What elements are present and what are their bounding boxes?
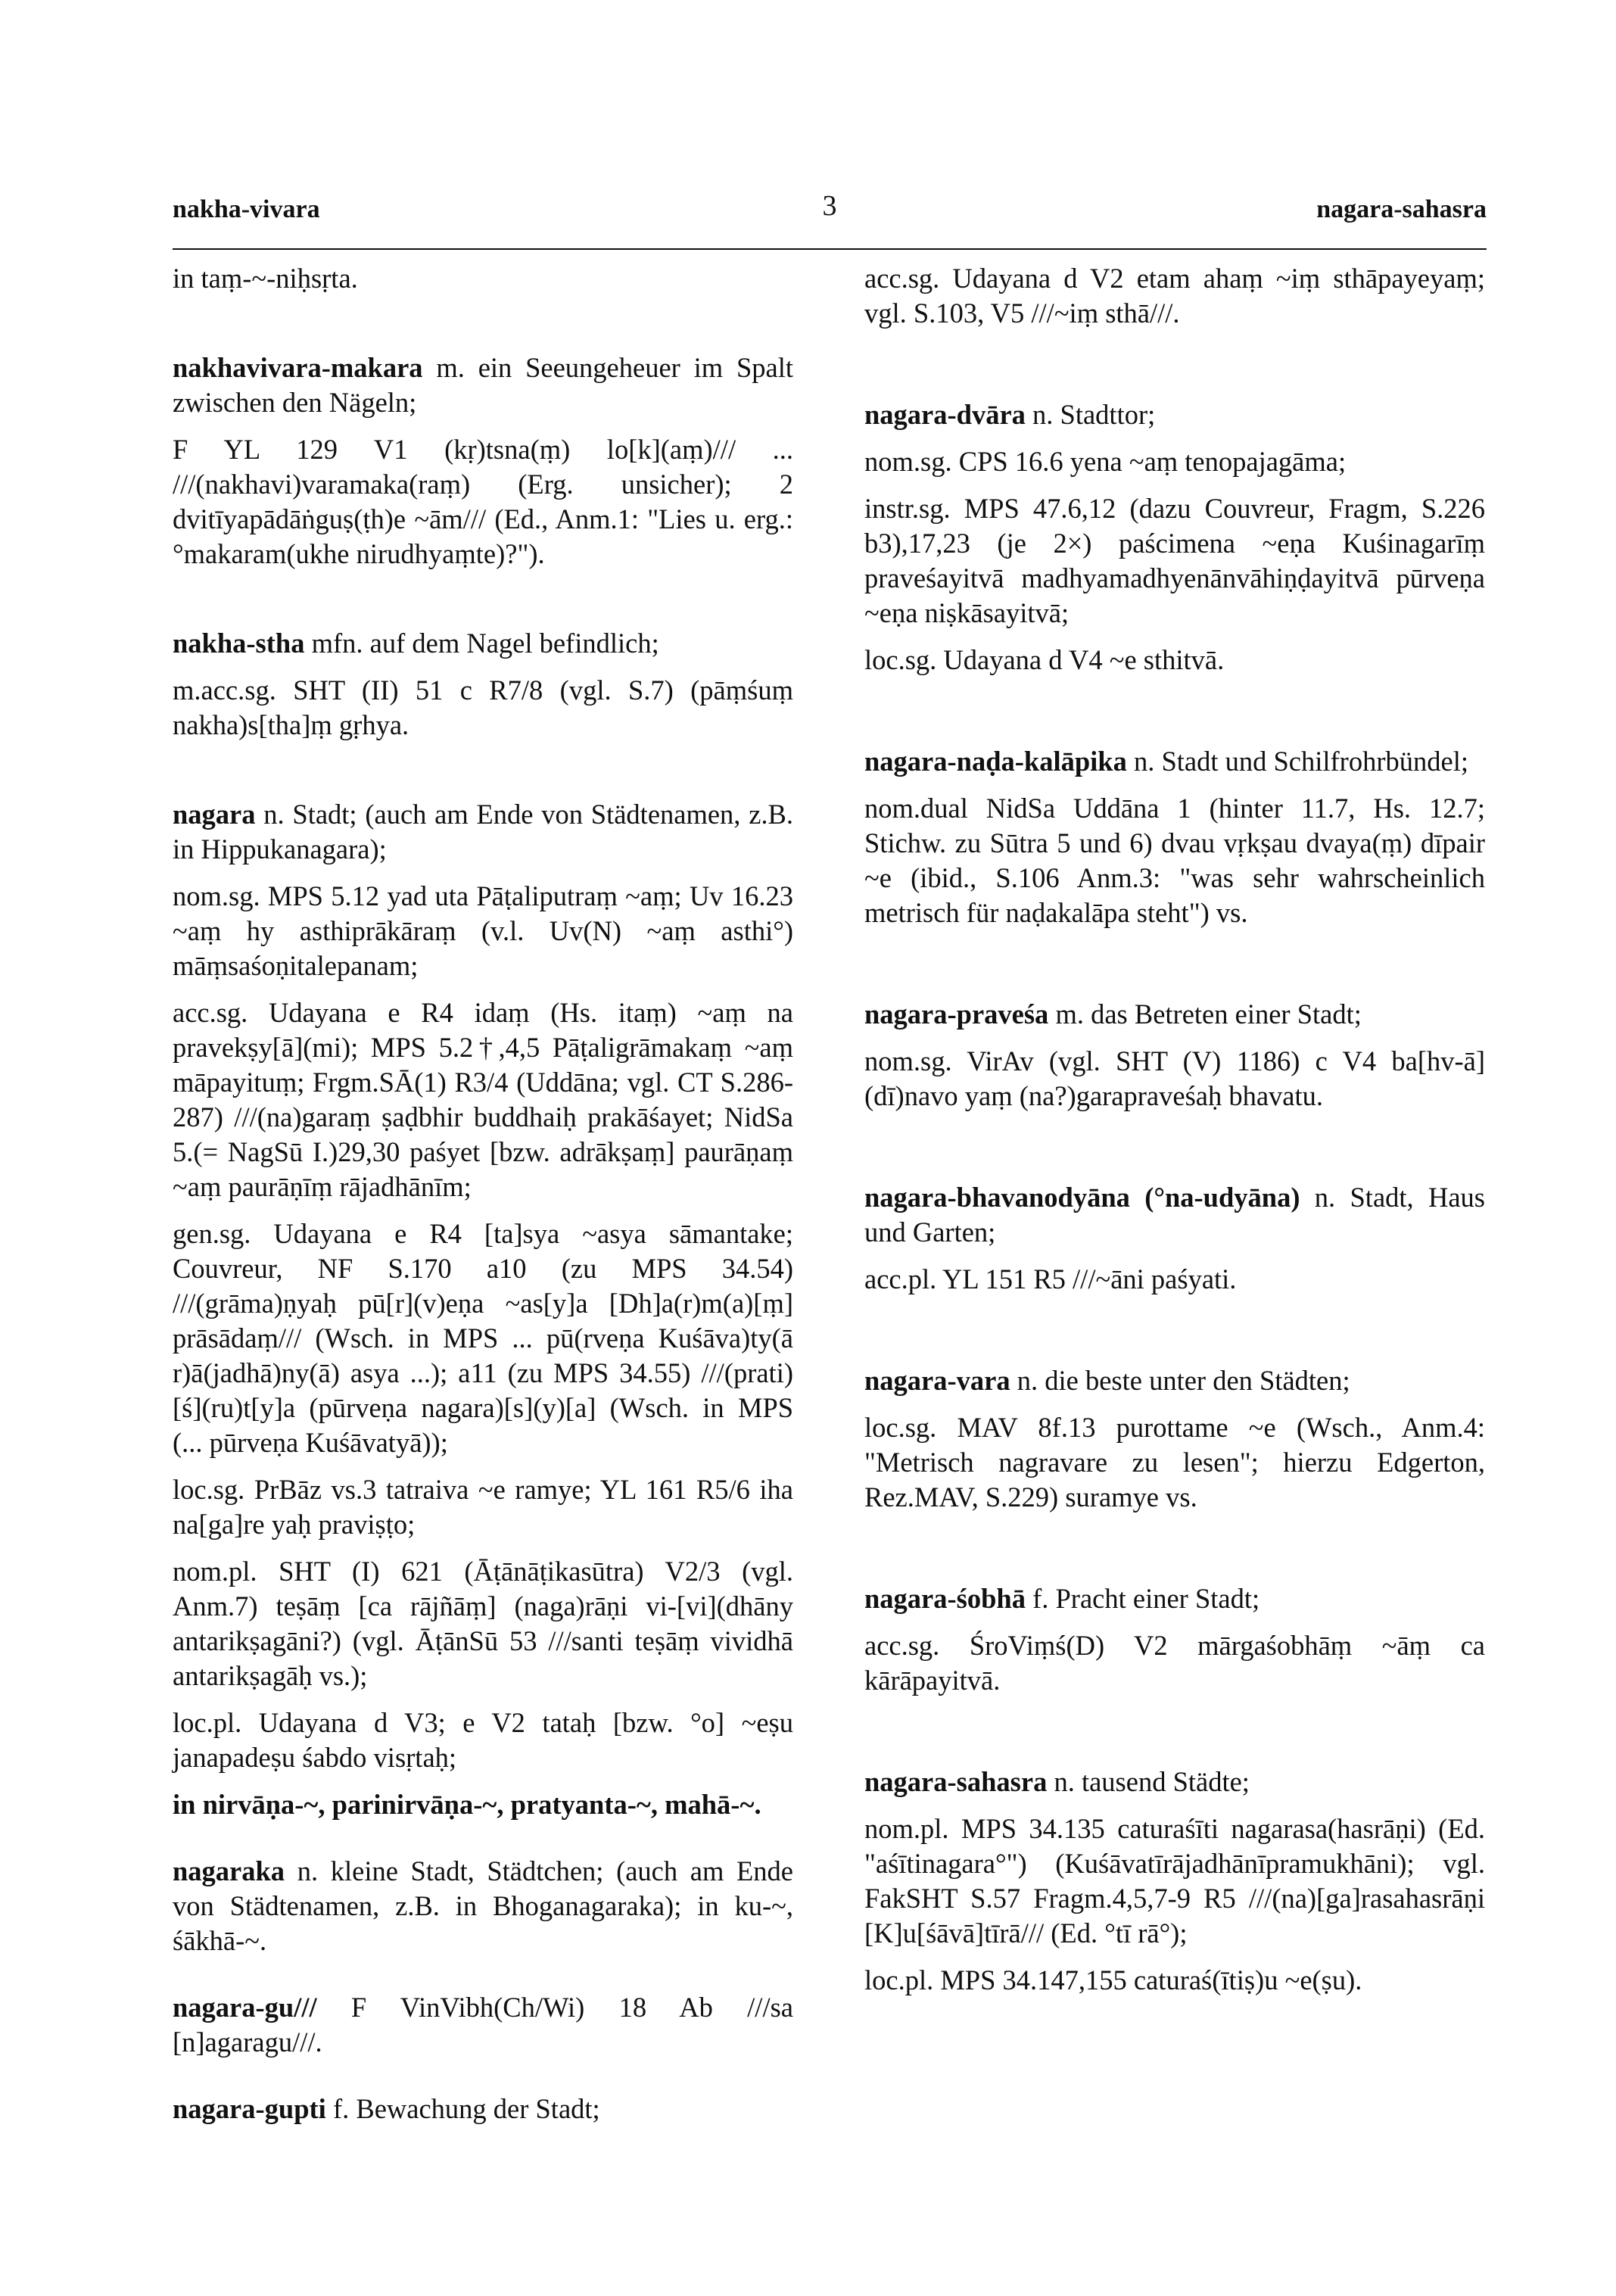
entry-body: loc.sg. MAV 8f.13 purottame ~e (Wsch., Anm.4: "Metrisch nagravare zu lesen"; hierzu Edgerton, Rez.MAV, S.229) suramye vs.	[864, 1412, 1485, 1512]
entry-body: gen.sg. Udayana e R4 [ta]sya ~asya sāmantake; Couvreur, NF S.170 a10 (zu MPS 34.54) ///(grāma)ṇyaḥ pū[r](v)eṇa ~as[y]a [Dh]a(r)m(a)[ṃ] prāsādaṃ/// (Wsch. in MPS ... pū(rveṇa Kuśāva)ty(ā r)ā(jadhā)ny(ā) asya ...); a11 (zu MPS 34.55) ///(prati)[ś](ru)t[y]a (pūrveṇa nagara)[s](y)[a] (Wsch. in MPS (... pūrveṇa Kuśāvatyā));	[173, 1218, 793, 1458]
entry-continuation: in taṃ-~-niḥsṛta.	[173, 263, 358, 294]
header-left-keyword: nakha-vivara	[173, 195, 320, 223]
entry-head: nagara-dvāra n. Stadttor;	[864, 399, 1156, 430]
header-rule	[173, 248, 1487, 250]
headword: nagara-gu///	[173, 1992, 317, 2023]
entry-head: nagara-sahasra n. tausend Städte;	[864, 1766, 1250, 1797]
entry-nagara-sobha	[864, 1581, 1485, 1698]
entry-head: nagaraka n. kleine Stadt, Städtchen; (auch am Ende von Städtenamen, z.B. in Bhoganagaraka); in ku-~, śākhā-~.	[173, 1855, 793, 1956]
headword: nakha-stha	[173, 628, 305, 659]
entry-body: acc.sg. Udayana e R4 idaṃ (Hs. itaṃ) ~aṃ na pravekṣy[ā](mi); MPS 5.2†,4,5 Pāṭaligrāmakaṃ ~aṃ māpayituṃ; Frgm.SĀ(1) R3/4 (Uddāna; vgl. CT S.286-287) ///(na)garaṃ ṣaḍbhir buddhaiḥ prakāśayet; NidSa 5.(= NagSū I.)29,30 paśyet [bzw. adrākṣaṃ] paurāṇaṃ ~aṃ paurāṇīṃ rājadhānīm;	[173, 997, 793, 1202]
entry-body: nom.sg. MPS 5.12 yad uta Pāṭaliputraṃ ~aṃ; Uv 16.23 ~aṃ hy asthiprākāraṃ (v.l. Uv(N) ~aṃ asthi°) māṃsaśoṇitalepanam;	[173, 880, 793, 981]
entry-head: nagara-gupti f. Bewachung der Stadt;	[173, 2093, 600, 2124]
entry-nagara	[173, 797, 793, 1822]
entry-body: loc.pl. MPS 34.147,155 caturaś(ītiṣ)u ~e(ṣu).	[864, 1964, 1362, 1995]
entry-head: nagara-gu/// F VinVibh(Ch/Wi) 18 Ab ///sa [n]agaragu///.	[173, 1992, 793, 2058]
headword: nagara-bhavanodyāna (°na-udyāna)	[864, 1182, 1300, 1213]
right-column	[864, 261, 1485, 2010]
headword: nagara	[173, 799, 256, 830]
headword: nagara-dvāra	[864, 399, 1026, 430]
entry-continuation: acc.sg. Udayana d V2 etam ahaṃ ~iṃ sthāpayeyaṃ; vgl. S.103, V5 ///~iṃ sthā///.	[864, 263, 1485, 329]
entry-nagara-gu	[173, 1990, 793, 2060]
entry-head: nagara-śobhā f. Pracht einer Stadt;	[864, 1583, 1260, 1614]
entry-crossref: in nirvāṇa-~, parinirvāṇa-~, pratyanta-~, mahā-~.	[173, 1789, 761, 1820]
entry-body: nom.dual NidSa Uddāna 1 (hinter 11.7, Hs. 12.7; Stichw. zu Sūtra 5 und 6) dvau vṛkṣau dvaya(ṃ) dīpair ~e (ibid., S.106 Anm.3: "was sehr wahrscheinlich metrisch für naḍakalāpa steht") vs.	[864, 793, 1485, 928]
entry-head: nakhavivara-makara m. ein Seeungeheuer im Spalt zwischen den Nägeln;	[173, 352, 793, 418]
entry-head: nagara-vara n. die beste unter den Städten;	[864, 1365, 1350, 1396]
entry-nagara-dvara	[864, 397, 1485, 678]
headword: nagara-gupti	[173, 2093, 326, 2124]
entry-body: acc.pl. YL 151 R5 ///~āni paśyati.	[864, 1263, 1237, 1294]
entry-nagara-nada-kalapika	[864, 744, 1485, 930]
entry-nagara-vara	[864, 1363, 1485, 1515]
headword: nagara-naḍa-kalāpika	[864, 746, 1127, 777]
entry-body: nom.pl. SHT (I) 621 (Āṭānāṭikasūtra) V2/3 (vgl. Anm.7) teṣāṃ [ca rājñāṃ] (naga)rāṇi vi-[vi](dhāny antarikṣagāni?) (vgl. ĀṭānSū 53 ///santi teṣāṃ vividhā antarikṣagāḥ vs.);	[173, 1556, 793, 1691]
entry-nagaraka	[173, 1854, 793, 1958]
entry-head: nakha-stha mfn. auf dem Nagel befindlich;	[173, 628, 659, 659]
entry-body: nom.pl. MPS 34.135 caturaśīti nagarasa(hasrāṇi) (Ed. "aśītinagara°") (Kuśāvatīrājadhānīpramukhāni); vgl. FakSHT S.57 Fragm.4,5,7-9 R5 ///(na)[ga]rasahasrāṇi [K]u[śāvā]tīrā/// (Ed. °tī rā°);	[864, 1813, 1485, 1949]
headword: nagara-vara	[864, 1365, 1010, 1396]
entry-nakhavivara-makara	[173, 350, 793, 572]
entry-head: nagara-naḍa-kalāpika n. Stadt und Schilfrohrbündel;	[864, 746, 1468, 777]
entry-nagara-gupti	[173, 2092, 793, 2126]
entry-body: loc.pl. Udayana d V3; e V2 tataḥ [bzw. °o] ~eṣu janapadeṣu śabdo visṛtaḥ;	[173, 1707, 793, 1773]
entry-nagara-bhavanodyana	[864, 1180, 1485, 1297]
headword: nagaraka	[173, 1855, 285, 1886]
entry-body: nom.sg. VirAv (vgl. SHT (V) 1186) c V4 ba[hv-ā](dī)navo yaṃ (na?)garapraveśaḥ bhavatu.	[864, 1045, 1485, 1111]
page-number: 3	[822, 190, 837, 222]
entry-head: nagara-praveśa m. das Betreten einer Stadt;	[864, 998, 1362, 1030]
entry-body: F YL 129 V1 (kṛ)tsna(ṃ) lo[k](aṃ)/// ... ///(nakhavi)varamaka(raṃ) (Erg. unsicher); 2 dvitīyapādāṅguṣ(ṭh)e ~ām/// (Ed., Anm.1: "Lies u. erg.: °makaram(ukhe nirudhyaṃte)?").	[173, 434, 793, 569]
entry-nagara-sahasra	[864, 1765, 1485, 1998]
entry-body: loc.sg. PrBāz vs.3 tatraiva ~e ramye; YL 161 R5/6 iha na[ga]re yaḥ praviṣṭo;	[173, 1474, 793, 1540]
entry-body: nom.sg. CPS 16.6 yena ~aṃ tenopajagāma;	[864, 446, 1347, 477]
headword: nakhavivara-makara	[173, 352, 423, 383]
entry-head: nagara-bhavanodyāna (°na-udyāna) n. Stadt, Haus und Garten;	[864, 1182, 1485, 1248]
entry-nakha-stha	[173, 626, 793, 743]
running-header	[173, 190, 1487, 241]
header-right-keyword: nagara-sahasra	[1316, 195, 1487, 223]
headword: nagara-praveśa	[864, 998, 1049, 1030]
headword: nagara-śobhā	[864, 1583, 1026, 1614]
entry-body: acc.sg. ŚroViṃś(D) V2 mārgaśobhāṃ ~āṃ ca kārāpayitvā.	[864, 1630, 1485, 1696]
entry-head: nagara n. Stadt; (auch am Ende von Städtenamen, z.B. in Hippukanagara);	[173, 799, 793, 865]
headword: nagara-sahasra	[864, 1766, 1048, 1797]
entry-body: loc.sg. Udayana d V4 ~e sthitvā.	[864, 644, 1225, 675]
left-column	[173, 261, 793, 2139]
entry-nagara-pravesa	[864, 997, 1485, 1114]
entry-body: instr.sg. MPS 47.6,12 (dazu Couvreur, Fragm, S.226 b3),17,23 (je 2×) paścimena ~eṇa Kuśinagarīṃ praveśayitvā madhyamadhyenānvāhiṇḍayitvā pūrveṇa ~eṇa niṣkāsayitvā;	[864, 493, 1485, 628]
entry-body: m.acc.sg. SHT (II) 51 c R7/8 (vgl. S.7) (pāṃśuṃ nakha)s[tha]ṃ gṛhya.	[173, 674, 793, 740]
